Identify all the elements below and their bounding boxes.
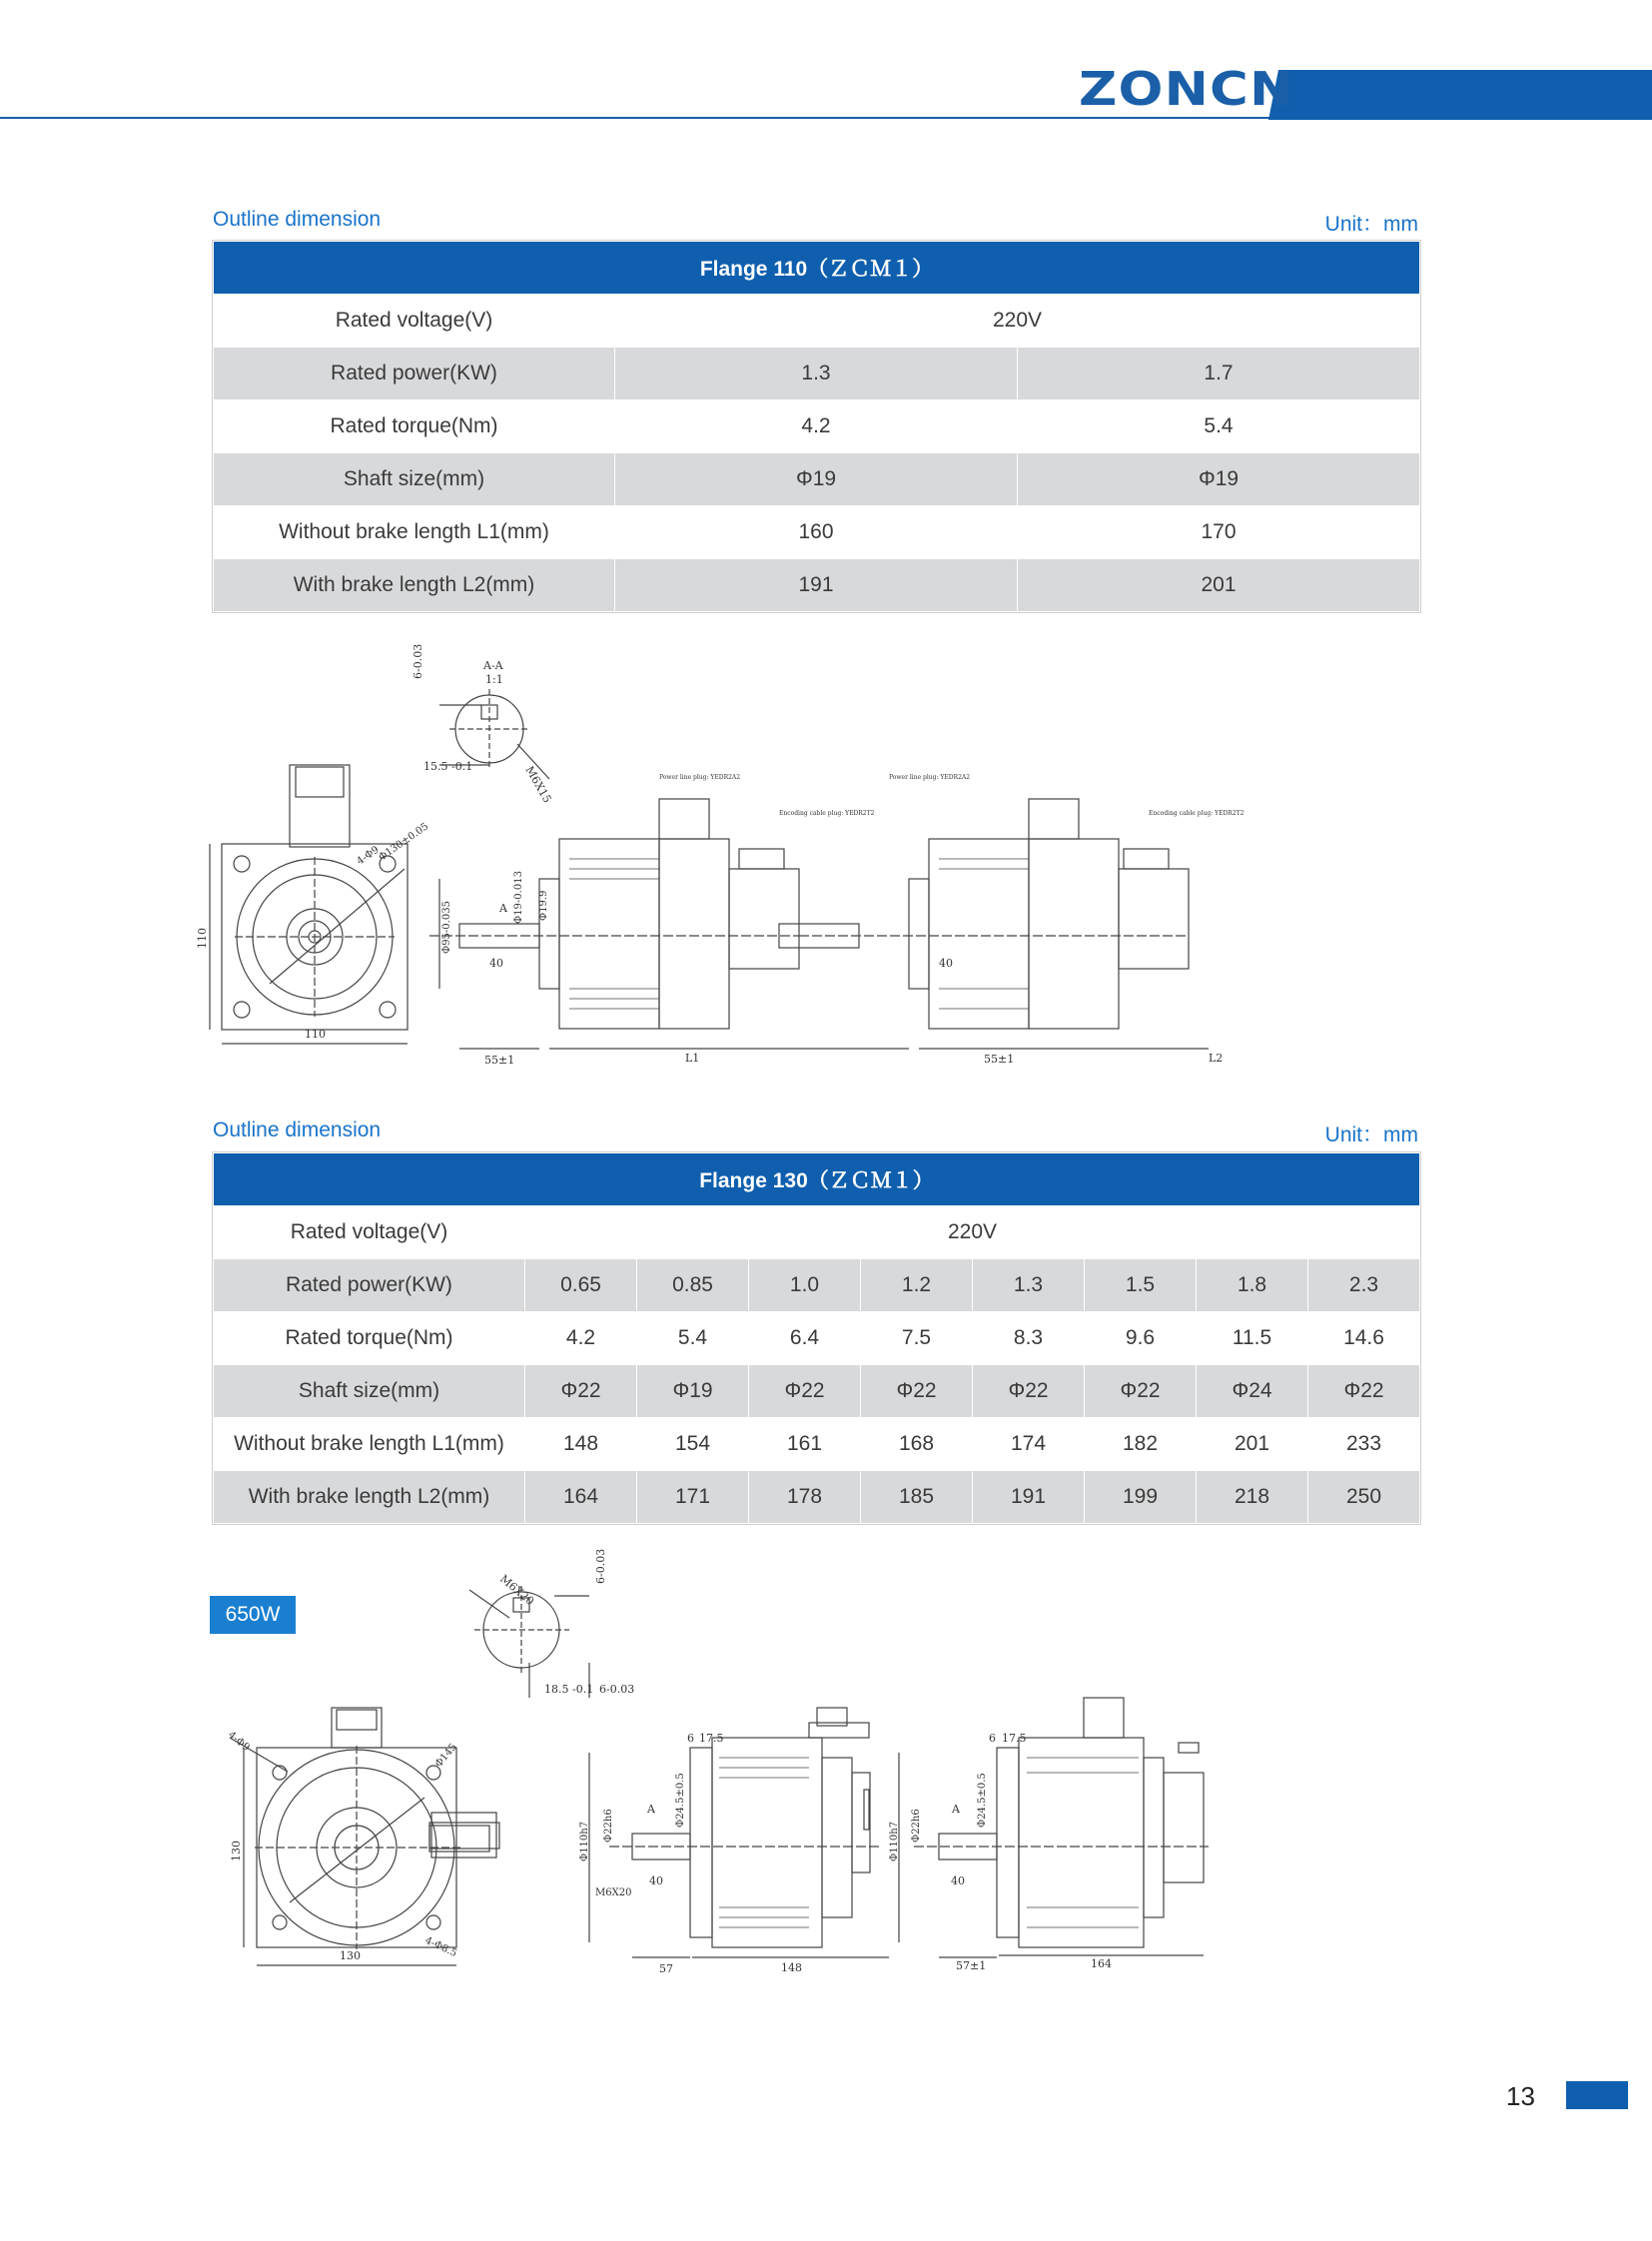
- section2-unit: Unit：mm: [1324, 1123, 1418, 1146]
- power-tag-650w: 650W: [210, 1596, 296, 1634]
- cell: 170: [1018, 506, 1420, 559]
- cell: 178: [749, 1471, 861, 1524]
- flange130-drawing: [200, 1548, 1438, 2017]
- cell: 0.65: [525, 1259, 637, 1312]
- dim-len2: 164: [1091, 1957, 1112, 1970]
- cell: 1.3: [973, 1259, 1085, 1312]
- dim-thread: M6X15: [522, 764, 554, 806]
- cell: 1.7: [1018, 348, 1420, 400]
- cell: 199: [1085, 1471, 1197, 1524]
- table-row: [214, 1365, 1420, 1418]
- dim-len1: 148: [781, 1961, 802, 1974]
- dim-hole-spec: 4-Φ9: [355, 844, 382, 868]
- dim-pcd: Φ130±0.05: [377, 821, 431, 864]
- encoder-plug-label-2: Encoding cable plug: YEDR2T2: [1149, 810, 1244, 817]
- cell: 4.2: [615, 400, 1018, 453]
- brand-logo: ZONCN: [1079, 62, 1295, 116]
- dim-shaft-dia-b: Φ22h6: [911, 1809, 922, 1843]
- dim-6: 6: [687, 1732, 694, 1745]
- cell: 201: [1018, 559, 1420, 612]
- table-row: [214, 295, 1420, 348]
- dim-key-len-2: 40: [939, 957, 953, 970]
- cell: 0.85: [637, 1259, 749, 1312]
- dim-shaft-len: 55±1: [484, 1054, 515, 1067]
- cell: 185: [861, 1471, 973, 1524]
- cell: 171: [637, 1471, 749, 1524]
- row-label: Shaft size(mm): [214, 1365, 525, 1418]
- cell: 220V: [615, 295, 1420, 348]
- row-label: Shaft size(mm): [214, 453, 615, 506]
- cell: Φ22: [525, 1365, 637, 1418]
- cell: Φ19: [637, 1365, 749, 1418]
- row-label: Rated voltage(V): [214, 1206, 525, 1259]
- table-title: Flange 130（ＺＣＭ１）: [214, 1153, 1420, 1206]
- row-label: Without brake length L1(mm): [214, 1418, 525, 1471]
- dim-len1: L1: [685, 1052, 700, 1065]
- cell: Φ22: [749, 1365, 861, 1418]
- cell: 233: [1308, 1418, 1420, 1471]
- dim-flange-side: 130: [230, 1841, 243, 1862]
- cell: 1.3: [615, 348, 1018, 400]
- cell: Φ19: [1018, 453, 1420, 506]
- cell: 160: [615, 506, 1018, 559]
- table-row: [214, 453, 1420, 506]
- dim-spigot: Φ110h7: [579, 1821, 590, 1862]
- table-row: [214, 1206, 1420, 1259]
- section1-unit: Unit：mm: [1324, 213, 1418, 236]
- dim-key-len: 40: [649, 1874, 663, 1887]
- dim-key-depth: 18.5 -0.1: [544, 1683, 594, 1696]
- cell: 154: [637, 1418, 749, 1471]
- cell: 1.2: [861, 1259, 973, 1312]
- table-row: [214, 1471, 1420, 1524]
- row-label: With brake length L2(mm): [214, 559, 615, 612]
- cell: Φ19: [615, 453, 1018, 506]
- dim-key-tol: 6-0.03: [412, 643, 424, 679]
- cell: 161: [749, 1418, 861, 1471]
- header-bar: [1268, 70, 1652, 120]
- cell: 5.4: [1018, 400, 1420, 453]
- cell: 191: [615, 559, 1018, 612]
- cell: Φ22: [1085, 1365, 1197, 1418]
- cell: 1.0: [749, 1259, 861, 1312]
- dim-boss: Φ24.5±0.5: [675, 1773, 686, 1828]
- table-row: [214, 1259, 1420, 1312]
- dim-key-len: 40: [489, 957, 503, 970]
- dim-key-len-b: 40: [951, 1874, 965, 1887]
- dim-flange-bottom: 130: [340, 1949, 361, 1962]
- row-label: Rated power(KW): [214, 348, 615, 400]
- cell: 1.8: [1197, 1259, 1308, 1312]
- cell: 182: [1085, 1418, 1197, 1471]
- dim-key-tol: 6-0.03: [599, 1683, 635, 1696]
- power-plug-label-2: Power line plug: YEDR2A2: [889, 774, 971, 781]
- cell: 218: [1197, 1471, 1308, 1524]
- dim-boss-b: Φ24.5±0.5: [977, 1773, 988, 1828]
- row-label: Rated voltage(V): [214, 295, 615, 348]
- header-rule: [0, 117, 1278, 119]
- table-title: Flange 110（ＺＣＭ１）: [214, 242, 1420, 295]
- dim-thread-side: M6X20: [595, 1887, 632, 1898]
- dim-shaft-dia: Φ22h6: [603, 1809, 614, 1843]
- section-mark: A: [647, 1803, 655, 1816]
- cell: 11.5: [1197, 1312, 1308, 1365]
- flange110-table: [213, 241, 1420, 612]
- cell: 174: [973, 1418, 1085, 1471]
- cell: Φ24: [1197, 1365, 1308, 1418]
- page-bar: [1566, 2081, 1628, 2109]
- section-mark-b: A: [952, 1803, 960, 1816]
- row-label: Rated power(KW): [214, 1259, 525, 1312]
- table-row: [214, 506, 1420, 559]
- dim-shaft-len-2: 55±1: [984, 1053, 1015, 1066]
- cell: 1.5: [1085, 1259, 1197, 1312]
- cell: 250: [1308, 1471, 1420, 1524]
- cell: 191: [973, 1471, 1085, 1524]
- dim-6-b: 6: [989, 1732, 996, 1745]
- dim-17-5: 17.5: [699, 1732, 724, 1745]
- cell: 9.6: [1085, 1312, 1197, 1365]
- dim-len2: L2: [1209, 1052, 1224, 1065]
- dim-section-title: A-A: [483, 659, 503, 672]
- row-label: Without brake length L1(mm): [214, 506, 615, 559]
- table-row: [214, 1418, 1420, 1471]
- row-label: Rated torque(Nm): [214, 400, 615, 453]
- dim-17-5-b: 17.5: [1002, 1732, 1027, 1745]
- table-row: [214, 348, 1420, 400]
- dim-spigot: Φ95-0.035: [441, 901, 452, 954]
- row-label: With brake length L2(mm): [214, 1471, 525, 1524]
- power-plug-label: Power line plug: YEDR2A2: [659, 774, 741, 781]
- dim-flange-bottom: 110: [305, 1028, 326, 1041]
- section2-label: Outline dimension: [213, 1119, 382, 1141]
- table-row: [214, 1312, 1420, 1365]
- cell: 8.3: [973, 1312, 1085, 1365]
- dim-shaft-len-tol: 57±1: [956, 1959, 987, 1972]
- flange130-table: [213, 1152, 1420, 1524]
- dim-key-depth: 15.5 -0.1: [423, 760, 473, 773]
- table-row: [214, 559, 1420, 612]
- dim-flange-side: 110: [196, 928, 209, 949]
- dim-shaft-len: 57: [659, 1962, 673, 1975]
- cell: Φ22: [973, 1365, 1085, 1418]
- cell: 7.5: [861, 1312, 973, 1365]
- dim-shaft-dia: Φ19-0.013: [513, 871, 524, 924]
- cell: 5.4: [637, 1312, 749, 1365]
- cell: 201: [1197, 1418, 1308, 1471]
- row-label: Rated torque(Nm): [214, 1312, 525, 1365]
- section1-label: Outline dimension: [213, 208, 382, 231]
- section-mark: A: [499, 902, 507, 915]
- cell: 2.3: [1308, 1259, 1420, 1312]
- flange110-drawing: [196, 639, 1438, 1067]
- dim-holes-back: 4-Φ8.5: [422, 1934, 459, 1960]
- dim-pcd: Φ145: [432, 1741, 459, 1770]
- cell: 220V: [525, 1206, 1420, 1259]
- cell: Φ22: [861, 1365, 973, 1418]
- cell: 6.4: [749, 1312, 861, 1365]
- dim-key-tol-top: 6-0.03: [594, 1548, 607, 1584]
- cell: 14.6: [1308, 1312, 1420, 1365]
- dim-section-scale: 1:1: [485, 673, 503, 686]
- cell: 164: [525, 1471, 637, 1524]
- cell: 168: [861, 1418, 973, 1471]
- dim-hole-spec: 4-Φ9: [226, 1729, 252, 1754]
- table-row: [214, 400, 1420, 453]
- dim-thread-section: M6X20: [497, 1572, 537, 1609]
- page-number: 13: [1506, 2081, 1535, 2111]
- cell: 4.2: [525, 1312, 637, 1365]
- dim-spigot-b: Φ110h7: [889, 1821, 900, 1862]
- cell: Φ22: [1308, 1365, 1420, 1418]
- encoder-plug-label: Encoding cable plug: YEDR2T2: [779, 810, 875, 817]
- dim-boss: Φ19.9: [538, 890, 549, 921]
- cell: 148: [525, 1418, 637, 1471]
